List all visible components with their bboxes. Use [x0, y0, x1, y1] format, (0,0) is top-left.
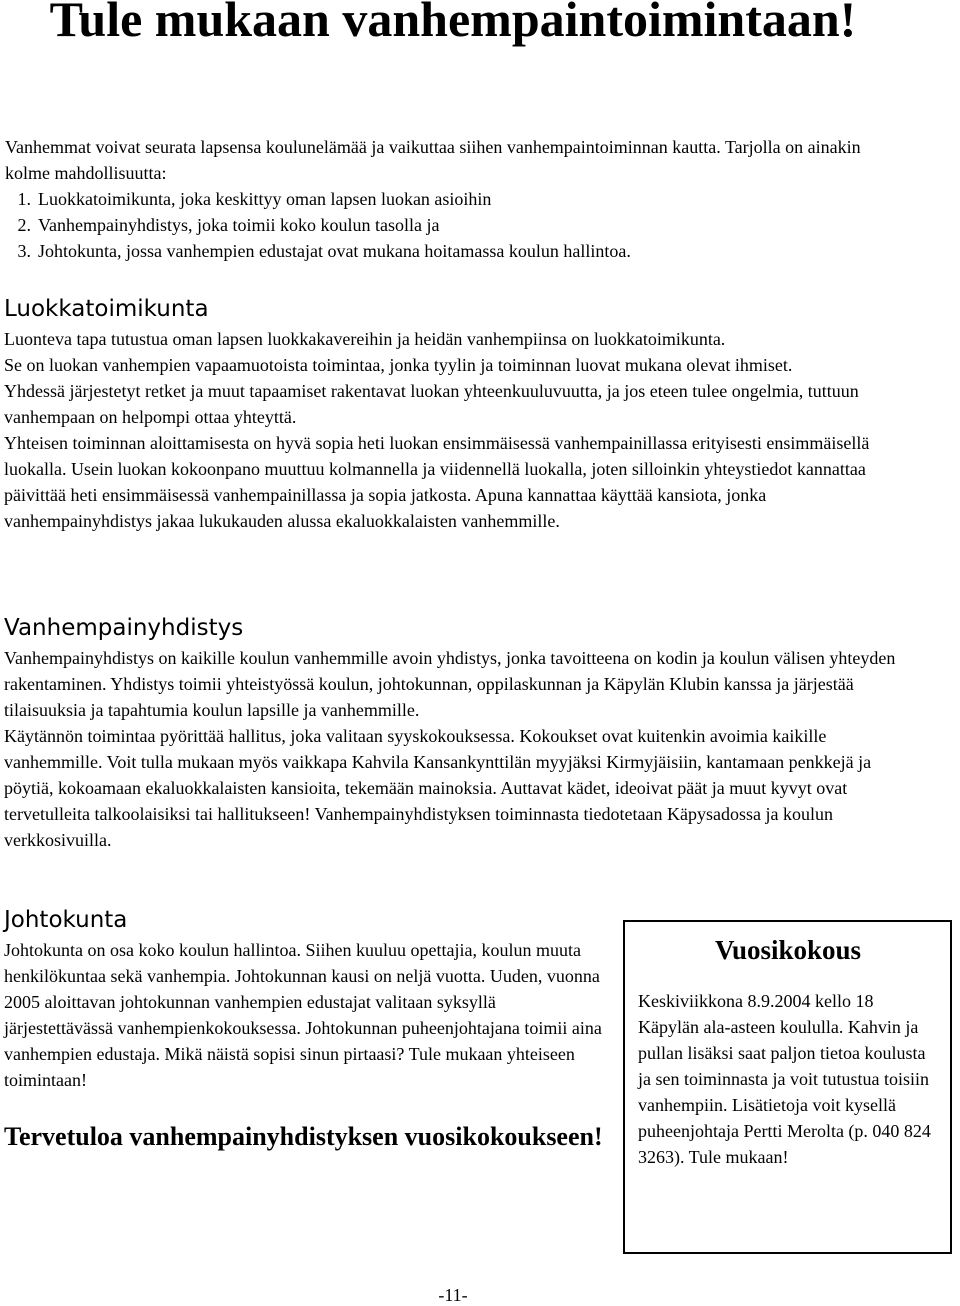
list-text: Luokkatoimikunta, joka keskittyy oman lapsen luokan asioihin [38, 189, 492, 209]
luokkatoimikunta-body [4, 326, 904, 534]
list-number: 3. [17, 241, 31, 261]
page-number: -11- [438, 1285, 468, 1305]
list-item [5, 238, 905, 264]
vuosikokous-box [623, 920, 952, 1254]
list-text: Vanhempainyhdistys, joka toimii koko koulun tasolla ja [38, 215, 440, 235]
list-number: 2. [17, 215, 31, 235]
page-title: Tule mukaan vanhempaintoimintaan! [49, 0, 857, 47]
box-text: Keskiviikkona 8.9.2004 kello 18 Käpylän ala-asteen koululla. Kahvin ja pullan lisäksi saat paljon tietoa koulusta ja sen toiminnasta ja voit tutustua toisiin vanhempiin. Lisätietoja voit kysellä puheenjohtaja Pertti Merolta (p. 040 824 3263). Tule mukaan! [638, 991, 931, 1167]
paragraph: Vanhempainyhdistys on kaikille koulun vanhemmille avoin yhdistys, jonka tavoitteena on kodin ja koulun välisen yhteyden rakentaminen. Yhdistys toimii yhteistyössä koulun, johtokunnan, oppilaskunnan ja Käpylän Klubin kanssa ja järjestää tilaisuuksia ja tapahtumia koulun lapsille ja vanhemmille. [4, 648, 896, 720]
list-text: Johtokunta, jossa vanhempien edustajat ovat mukana hoitamassa koulun hallintoa. [38, 241, 631, 261]
paragraph: Yhteisen toiminnan aloittamisesta on hyvä sopia heti luokan ensimmäisessä vanhempainillassa erityisesti ensimmäisellä luokalla. Usein luokan kokoonpano muuttuu kolmannella ja viidennellä luokalla, joten silloinkin yhteystiedot kannattaa päivittää heti ensimmäisessä vanhempainillassa ja sopia jatkosta. Apuna kannattaa käyttää kansiota, jonka vanhempainyhdistys jakaa lukukauden alussa ekaluokkalaisten vanhemmille. [4, 433, 870, 531]
johtokunta-body [4, 937, 604, 1093]
paragraph: Johtokunta on osa koko koulun hallintoa. Siihen kuuluu opettajia, koulun muuta henkilökuntaa sekä vanhempia. Johtokunnan kausi on neljä vuotta. Uuden, vuonna 2005 aloittavan johtokunnan vanhempien edustajat valitaan syksyllä järjestettävässä vanhempienkokouksessa. Johtokunnan puheenjohtajana toimii aina vanhempien edustaja. Mikä näistä sopisi sinun pirtaasi? Tule mukaan yhteiseen toimintaan! [4, 940, 602, 1090]
list-item [5, 186, 905, 212]
paragraph: Se on luokan vanhempien vapaamuotoista toimintaa, jonka tyylin ja toiminnan luovat mukana olevat ihmiset. [4, 355, 793, 375]
heading-vanhempainyhdistys: Vanhempainyhdistys [4, 615, 244, 641]
heading-luokkatoimikunta: Luokkatoimikunta [4, 296, 209, 322]
paragraph: Luonteva tapa tutustua oman lapsen luokkakavereihin ja heidän vanhempiinsa on luokkatoimikunta. [4, 329, 726, 349]
welcome-announcement: Tervetuloa vanhempainyhdistyksen vuosikokoukseen! [4, 1122, 603, 1151]
paragraph: Yhdessä järjestetyt retket ja muut tapaamiset rakentavat luokan yhteenkuuluvuutta, ja jos eteen tulee ongelmia, tuttuun vanhempaan on helpompi ottaa yhteyttä. [4, 381, 859, 427]
box-title: Vuosikokous [714, 935, 862, 965]
vanhempainyhdistys-body [4, 645, 904, 853]
paragraph: Käytännön toimintaa pyörittää hallitus, joka valitaan syyskokouksessa. Kokoukset ovat kuitenkin avoimia kaikille vanhemmille. Voit tulla mukaan myös vaikkapa Kahvila Kansankynttilän myyjäksi Kirmyjäisiin, kantamaan penkkejä ja pöytiä, kokoamaan ekaluokkalaisten kansioita, tekemään mainoksia. Auttavat kädet, ideoivat päät ja muut kyvyt ovat tervetulleita talkoolaisiksi tai hallitukseen! Vanhempainyhdistyksen toiminnasta tiedotetaan Käpysadossa ja koulun verkkosivuilla. [4, 726, 872, 850]
list-number: 1. [17, 189, 31, 209]
options-list [5, 186, 905, 264]
intro-text: Vanhemmat voivat seurata lapsensa koulunelämää ja vaikuttaa siihen vanhempaintoiminnan kautta. Tarjolla on ainakin kolme mahdollisuutta: [5, 137, 861, 183]
list-item [5, 212, 905, 238]
heading-johtokunta: Johtokunta [4, 907, 128, 933]
intro-section [5, 134, 905, 264]
